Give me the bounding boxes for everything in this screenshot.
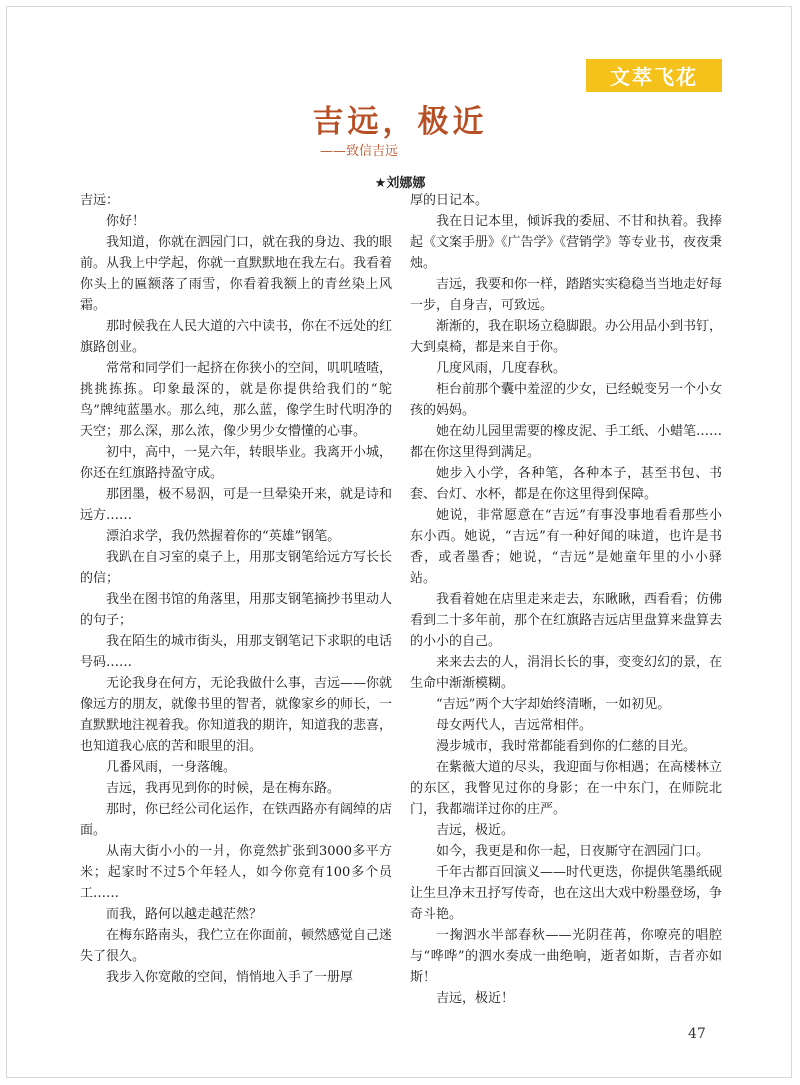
paragraph: 她步入小学，各种笔，各种本子，甚至书包、书套、台灯、水杯，都是在你这里得到保障。 bbox=[410, 466, 722, 502]
section-badge-label: 文萃飞花 bbox=[610, 65, 698, 89]
paragraph: 那时候我在人民大道的六中读书，你在不远处的红旗路创业。 bbox=[80, 319, 393, 355]
paragraph: 漫步城市，我时常都能看到你的仁慈的目光。 bbox=[436, 739, 697, 754]
paragraph: 你好！ bbox=[106, 214, 146, 229]
paragraph: 一掬泗水半部春秋——光阴荏苒，你嘹亮的唱腔与“哗哗”的泗水奏成一曲绝响，逝者如斯，吉者亦如斯！ bbox=[410, 928, 722, 985]
article-author: ★刘娜娜 bbox=[374, 176, 426, 191]
article-subtitle: ——致信吉远 bbox=[320, 144, 399, 159]
paragraph: 那团墨，极不易泅，可是一旦晕染开来，就是诗和远方…… bbox=[80, 487, 393, 523]
paragraph: 吉远，我再见到你的时候，是在梅东路。 bbox=[106, 781, 341, 796]
paragraph: 无论我身在何方，无论我做什么事，吉远——你就像远方的朋友，就像书里的智者，就像家乡的师长，一直默默地注视着我。你知道我的期许，知道我的悲喜，也知道我心底的苦和眼里的泪。 bbox=[80, 676, 393, 754]
left-column bbox=[80, 190, 392, 988]
paragraph: 我看着她在店里走来走去，东瞅瞅，西看看；仿佛看到二十多年前，那个在红旗路吉远店里盘算来盘算去的小小的自己。 bbox=[410, 592, 723, 649]
paragraph: 我坐在图书馆的角落里，用那支钢笔摘抄书里动人的句子； bbox=[80, 592, 393, 628]
page-number: 47 bbox=[688, 1026, 706, 1042]
paragraph: 母女两代人，吉远常相伴。 bbox=[436, 718, 593, 733]
article-title: 吉远，极近 bbox=[312, 104, 488, 140]
paragraph: 从南大街小小的一爿，你竟然扩张到3000多平方米；起家时不过5个年轻人，如今你竟有100多个员工…… bbox=[80, 844, 392, 901]
paragraph: 常常和同学们一起挤在你狭小的空间，叽叽喳喳，挑挑拣拣。印象最深的，就是你提供给我们的“鸵鸟”牌纯蓝墨水。那么纯，那么蓝，像学生时代明净的天空；那么深，那么浓，像少男少女懵懂的心事。 bbox=[80, 361, 393, 439]
paragraph: 我知道，你就在泗园门口，就在我的身边、我的眼前。从我上中学起，你就一直默默地在我左右。我看着你头上的匾额落了雨雪，你看着我额上的青丝染上风霜。 bbox=[80, 235, 393, 313]
paragraph: 吉远： bbox=[80, 193, 120, 208]
paragraph: 那时，你已经公司化运作，在铁西路亦有阔绰的店面。 bbox=[80, 802, 393, 838]
paragraph: 我趴在自习室的桌子上，用那支钢笔给远方写长长的信； bbox=[80, 550, 393, 586]
paragraph: 如今，我更是和你一起，日夜厮守在泗园门口。 bbox=[436, 844, 710, 859]
paragraph: 在梅东路南头，我伫立在你面前，顿然感觉自己迷失了很久。 bbox=[80, 928, 393, 964]
paragraph: 初中，高中，一晃六年，转眼毕业。我离开小城，你还在红旗路持盈守成。 bbox=[80, 445, 393, 481]
paragraph: 吉远，极近！ bbox=[436, 991, 515, 1006]
paragraph: 在紫薇大道的尽头，我迎面与你相遇；在高楼林立的东区，我瞥见过你的身影；在一中东门，在师院北门，我都端详过你的庄严。 bbox=[410, 760, 723, 817]
paragraph: 厚的日记本。 bbox=[410, 193, 489, 208]
paragraph: 我在陌生的城市街头，用那支钢笔记下求职的电话号码…… bbox=[80, 634, 393, 670]
right-column bbox=[410, 190, 722, 1009]
paragraph: 而我，路何以越走越茫然？ bbox=[106, 907, 263, 922]
paragraph: “吉远”两个大字却始终清晰，一如初见。 bbox=[436, 697, 671, 712]
paragraph: 我在日记本里，倾诉我的委屈、不甘和执着。我捧起《文案手册》《广告学》《营销学》等专业书，夜夜秉烛。 bbox=[410, 214, 723, 271]
paragraph: 吉远，我要和你一样，踏踏实实稳稳当当地走好每一步，自身吉，可致远。 bbox=[410, 277, 723, 313]
paragraph: 漂泊求学，我仍然握着你的“英雄”钢笔。 bbox=[106, 529, 341, 544]
paragraph: 渐渐的，我在职场立稳脚跟。办公用品小到书钉，大到桌椅，都是来自于你。 bbox=[410, 319, 723, 355]
paragraph: 她在幼儿园里需要的橡皮泥、手工纸、小蜡笔……都在你这里得到满足。 bbox=[410, 424, 723, 460]
paragraph: 千年古都百回演义——时代更迭，你提供笔墨纸砚让生旦净末丑抒写传奇，也在这出大戏中粉墨登场，争奇斗艳。 bbox=[410, 865, 723, 922]
paragraph: 几度风雨，几度春秋。 bbox=[436, 361, 567, 376]
paragraph: 我步入你宽敞的空间，悄悄地入手了一册厚 bbox=[106, 970, 354, 985]
section-badge bbox=[586, 59, 722, 92]
paragraph: 来来去去的人，涓涓长长的事，变变幻幻的景，在生命中渐渐模糊。 bbox=[410, 655, 723, 691]
paragraph: 柜台前那个囊中羞涩的少女，已经蜕变另一个小女孩的妈妈。 bbox=[410, 382, 723, 418]
paragraph: 吉远，极近。 bbox=[436, 823, 515, 838]
paragraph: 几番风雨，一身落魄。 bbox=[106, 760, 237, 775]
paragraph: 她说，非常愿意在“吉远”有事没事地看看那些小东小西。她说，“吉远”有一种好闻的味道，也许是书香，或者墨香；她说，“吉远”是她童年里的小小驿站。 bbox=[410, 508, 722, 586]
